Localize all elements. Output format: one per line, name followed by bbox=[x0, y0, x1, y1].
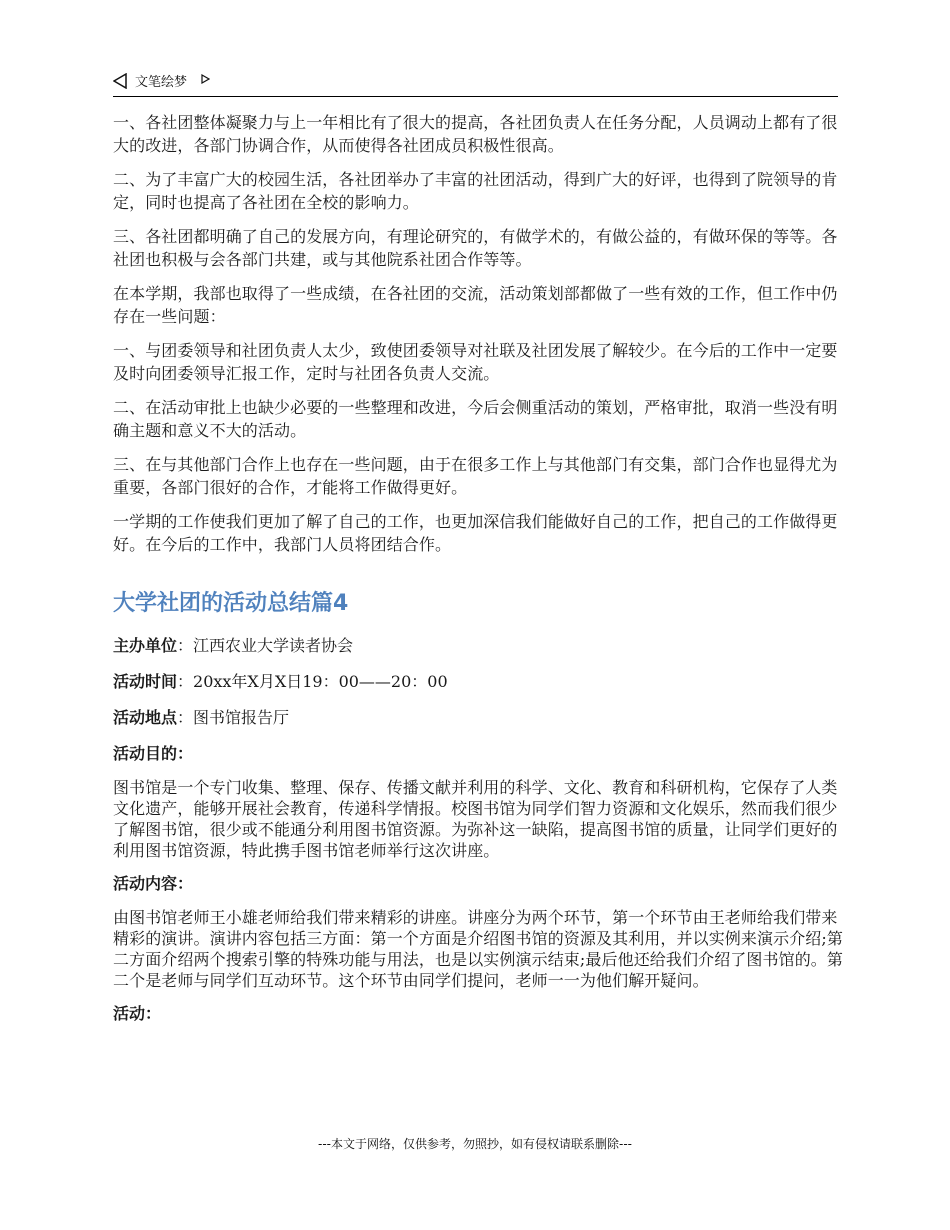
page-header bbox=[113, 70, 838, 97]
place-label: 活动地点 bbox=[113, 708, 178, 727]
paragraph-1: 一、各社团整体凝聚力与上一年相比有了很大的提高，各社团负责人在任务分配，人员调动上都有了很大的改进，各部门协调合作，从而使得各社团成员积极性很高。 bbox=[113, 113, 838, 155]
content-text: 由图书馆老师王小雄老师给我们带来精彩的讲座。讲座分为两个环节，第一个环节由王老师给我们带来精彩的演讲。演讲内容包括三方面：第一个方面是介绍图书馆的资源及其利用，并以实例来演示介绍;第二方面介绍两个搜索引擎的特殊功能与用法，也是以实例演示结束;最后他还给我们介绍了图书馆的。第二个是老师与同学们互动环节。这个环节由同学们提问，老师一一为他们解开疑问。 bbox=[113, 908, 843, 990]
place-field bbox=[113, 706, 843, 729]
paragraph-2: 二、为了丰富广大的校园生活，各社团举办了丰富的社团活动，得到广大的好评，也得到了院领导的肯定，同时也提高了各社团在全校的影响力。 bbox=[113, 170, 838, 212]
purpose-heading: 活动目的： bbox=[113, 744, 194, 763]
organizer-label: 主办单位 bbox=[113, 636, 178, 655]
paragraph-3: 三、各社团都明确了自己的发展方向，有理论研究的，有做学术的，有做公益的，有做环保的等等。各社团也积极与会各部门共建，或与其他院系社团合作等等。 bbox=[113, 227, 838, 269]
header-title: 文笔绘梦 bbox=[135, 75, 188, 90]
document-body bbox=[113, 111, 843, 1037]
time-label: 活动时间 bbox=[113, 672, 178, 691]
organizer-value: ：江西农业大学读者协会 bbox=[177, 636, 354, 655]
paragraph-4: 在本学期，我部也取得了一些成绩，在各社团的交流，活动策划部都做了一些有效的工作，但工作中仍存在一些问题： bbox=[113, 284, 838, 326]
triangle-right-outline-icon bbox=[201, 74, 210, 84]
paragraph-8: 一学期的工作使我们更加了解了自己的工作，也更加深信我们能做好自己的工作，把自己的工作做得更好。在今后的工作中，我部门人员将团结合作。 bbox=[113, 512, 838, 554]
place-value: ：图书馆报告厅 bbox=[177, 708, 290, 727]
section-title: 大学社团的活动总结篇4 bbox=[113, 591, 349, 616]
triangle-left-outline-icon bbox=[113, 73, 127, 89]
organizer-field bbox=[113, 634, 843, 657]
purpose-text: 图书馆是一个专门收集、整理、保存、传播文献并利用的科学、文化、教育和科研机构，它保存了人类文化遗产，能够开展社会教育，传递科学情报。校图书馆为同学们智力资源和文化娱乐，然而我们很少了解图书馆，很少或不能通分利用图书馆资源。为弥补这一缺陷，提高图书馆的质量，让同学们更好的利用图书馆资源，特此携手图书馆老师举行这次讲座。 bbox=[113, 778, 838, 860]
activity-heading: 活动： bbox=[113, 1004, 162, 1023]
time-field bbox=[113, 670, 843, 693]
paragraph-7: 三、在与其他部门合作上也存在一些问题，由于在很多工作上与其他部门有交集，部门合作也显得尤为重要，各部门很好的合作，才能将工作做得更好。 bbox=[113, 455, 838, 497]
time-value: ：20xx年X月X日19：00——20：00 bbox=[177, 672, 448, 691]
paragraph-5: 一、与团委领导和社团负责人太少，致使团委领导对社联及社团发展了解较少。在今后的工作中一定要及时向团委领导汇报工作，定时与社团各负责人交流。 bbox=[113, 341, 838, 383]
paragraph-6: 二、在活动审批上也缺少必要的一些整理和改进，今后会侧重活动的策划，严格审批，取消一些没有明确主题和意义不大的活动。 bbox=[113, 398, 838, 440]
page-footer: ---本文于网络，仅供参考，勿照抄，如有侵权请联系删除--- bbox=[318, 1137, 632, 1151]
content-heading: 活动内容： bbox=[113, 874, 194, 893]
